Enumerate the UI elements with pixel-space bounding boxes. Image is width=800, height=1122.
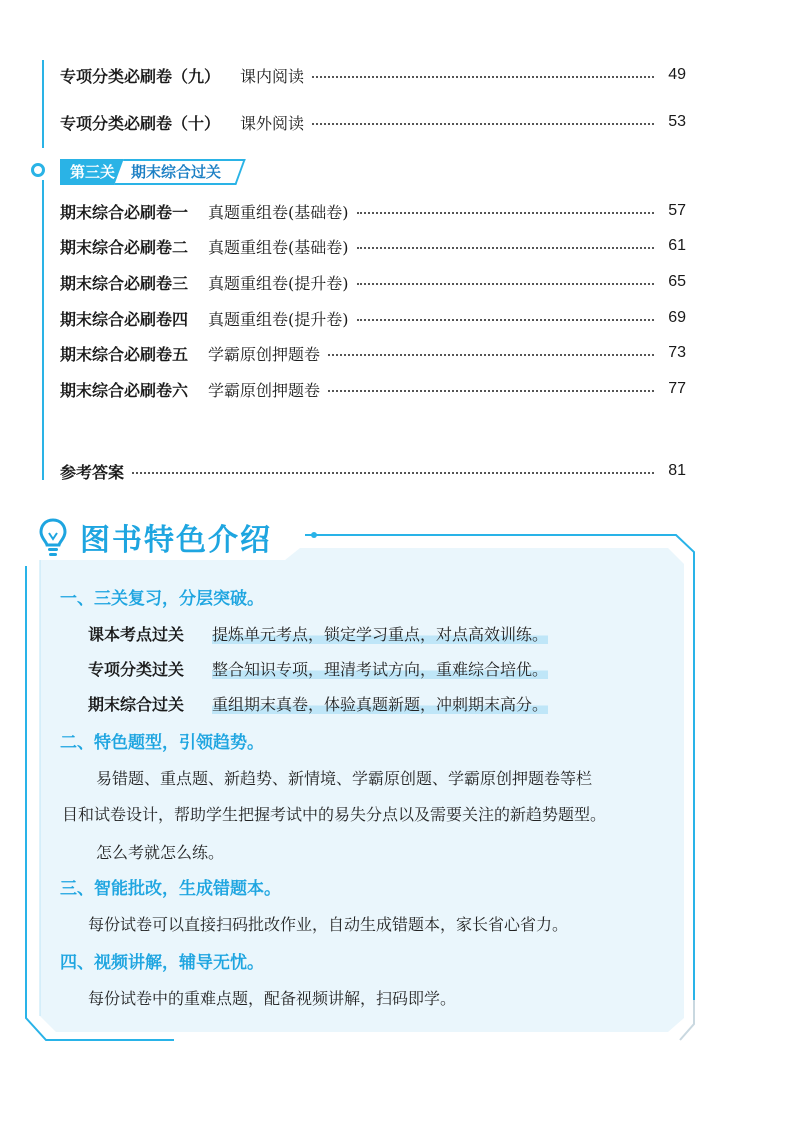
- section-number: 第三关: [60, 159, 125, 185]
- feature-item: [88, 624, 548, 646]
- feature-item-key: 期末综合过关: [88, 695, 185, 714]
- feature-heading-3: 三、智能批改，生成错题本。: [60, 879, 281, 899]
- feature-paragraph: 怎么考就怎么练。: [96, 843, 225, 862]
- feature-item-value: 提炼单元考点，锁定学习重点，对点高效训练。: [212, 625, 549, 644]
- toc-row-subtitle: 课内阅读: [240, 66, 305, 86]
- feature-paragraph: 目和试卷设计，帮助学生把握考试中的易失分点以及需要关注的新趋势题型。: [62, 805, 607, 824]
- toc-page-number: 57: [668, 202, 686, 219]
- feature-item-value: 重组期末真卷，体验真题新题，冲刺期末高分。: [212, 695, 549, 714]
- toc-row-label: 参考答案: [60, 462, 125, 482]
- feature-item-key: 专项分类过关: [88, 660, 185, 679]
- toc-row-label: 期末综合必刷卷四: [60, 309, 189, 329]
- feature-heading-1: 一、三关复习，分层突破。: [60, 589, 264, 609]
- toc-row-label: 专项分类必刷卷（九）: [60, 66, 221, 86]
- toc-row-subtitle: 真题重组卷(基础卷): [208, 202, 349, 222]
- toc-row-label: 专项分类必刷卷（十）: [60, 113, 221, 133]
- lightbulb-icon: [38, 517, 68, 557]
- toc-row-label: 期末综合必刷卷一: [60, 202, 189, 222]
- feature-item-value: 整合知识专项，理清考试方向，重难综合培优。: [212, 660, 549, 679]
- toc-page-number: 65: [668, 273, 686, 290]
- toc-row-subtitle: 学霸原创押题卷: [208, 344, 321, 364]
- features-title: 图书特色介绍: [80, 523, 272, 558]
- toc-row-subtitle: 真题重组卷(提升卷): [208, 309, 349, 329]
- toc-page-number: 77: [668, 380, 686, 397]
- toc-row-subtitle: 学霸原创押题卷: [208, 380, 321, 400]
- toc-row-label: 期末综合必刷卷五: [60, 344, 189, 364]
- feature-item: [88, 659, 548, 681]
- toc-row-subtitle: 课外阅读: [240, 113, 305, 133]
- feature-heading-4: 四、视频讲解，辅导无忧。: [60, 953, 264, 973]
- toc-page-number: 81: [668, 462, 686, 479]
- toc-row-subtitle: 真题重组卷(提升卷): [208, 273, 349, 293]
- toc-row-label: 期末综合必刷卷二: [60, 237, 189, 257]
- feature-paragraph: 每份试卷可以直接扫码批改作业，自动生成错题本，家长省心省力。: [88, 915, 569, 934]
- feature-paragraph: 易错题、重点题、新趋势、新情境、学霸原创题、学霸原创押题卷等栏: [96, 769, 593, 788]
- features-header: [38, 515, 272, 559]
- feature-item-key: 课本考点过关: [88, 625, 185, 644]
- section-title: 期末综合过关: [114, 159, 245, 185]
- toc-page-number: 53: [668, 113, 686, 130]
- toc-page-number: 69: [668, 309, 686, 326]
- feature-paragraph: 每份试卷中的重难点题，配备视频讲解，扫码即学。: [88, 989, 457, 1008]
- toc-row-subtitle: 真题重组卷(基础卷): [208, 237, 349, 257]
- toc-row-label: 期末综合必刷卷六: [60, 380, 189, 400]
- toc-page-number: 73: [668, 344, 686, 361]
- feature-heading-2: 二、特色题型，引领趋势。: [60, 733, 264, 753]
- toc-row-label: 期末综合必刷卷三: [60, 273, 189, 293]
- toc-page-number: 61: [668, 237, 686, 254]
- toc-page-number: 49: [668, 66, 686, 83]
- feature-item: [88, 694, 548, 716]
